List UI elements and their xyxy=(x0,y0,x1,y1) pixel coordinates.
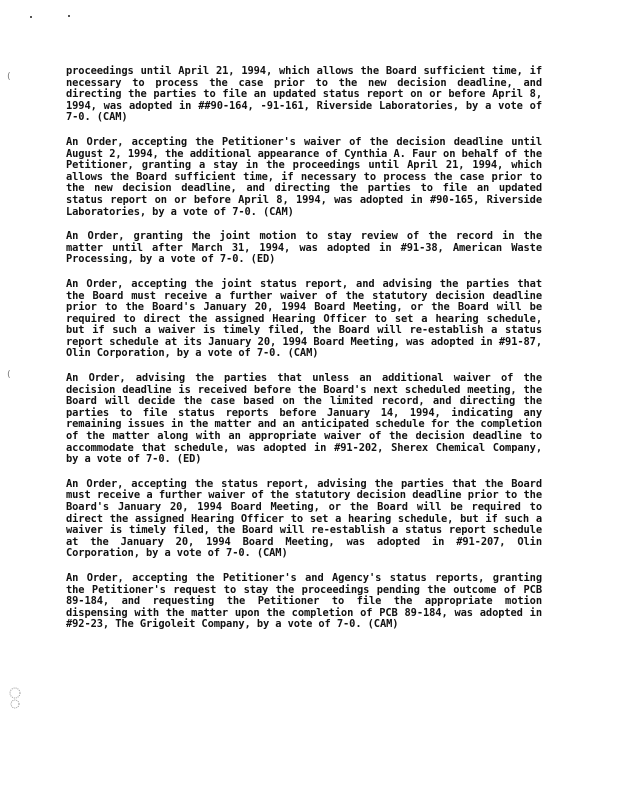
order-paragraph: An Order, accepting the status report, advising the parties that the Board must receive a further waiver of the statutory decision deadline prior to the Board's January 20, 1994 Board Meeting, or the Board will be required to direct the assigned Hearing Officer to set a hearing schedule, but if such a waiver is timely filed, the Board will re-establish a status report schedule at the January 20, 1994 Board Meeting, was adopted in #91-207, Olin Corporation, by a vote of 7-0. (CAM) xyxy=(66,477,542,560)
order-paragraph: proceedings until April 21, 1994, which allows the Board sufficient time, if necessary to process the case prior to the new decision deadline, and directing the parties to file an updated status report on or before April 8, 1994, was adopted in ##90-164, -91-161, Riverside Laboratories, by a vote of 7-0. (CAM) xyxy=(66,65,542,124)
order-paragraph: An Order, advising the parties that unless an additional waiver of the decision deadline is received before the Board's next scheduled meeting, the Board will decide the case based on the limited record, and directing the parties to file status reports before January 14, 1994, indicating any remaining issues in the matter and an anticipated schedule for the completion of the matter along with an appropriate waiver of the decision deadline to accommodate that schedule, was adopted in #91-202, Sherex Chemical Company, by a vote of 7-0. (ED) xyxy=(66,372,542,466)
document-body xyxy=(66,66,542,644)
order-paragraph: An Order, accepting the joint status report, and advising the parties that the Board must receive a further waiver of the statutory decision deadline prior to the Board's January 20, 1994 Board Meeting, or the Board will be required to direct the assigned Hearing Officer to set a hearing schedule, but if such a waiver is timely filed, the Board will re-establish a status report schedule at its January 20, 1994 Board Meeting, was adopted in #91-87, Olin Corporation, by a vote of 7-0. (CAM) xyxy=(66,277,542,360)
margin-mark: ( xyxy=(6,370,12,380)
order-paragraph: An Order, accepting the Petitioner's waiver of the decision deadline until August 2, 1994, the additional appearance of Cynthia A. Faur on behalf of the Petitioner, granting a stay in the proceedings until April 21, 1994, which allows the Board sufficient time, if necessary to process the case prior to the new decision deadline, and directing the parties to file an updated status report on or before April 8, 1994, was adopted in #90-165, Riverside Laboratories, by a vote of 7-0. (CAM) xyxy=(66,135,542,218)
margin-mark: ( xyxy=(6,72,12,82)
order-paragraph: An Order, accepting the Petitioner's and Agency's status reports, granting the Petitioner's request to stay the proceedings pending the outcome of PCB 89-184, and requesting the Petitioner to file the appropriate motion dispensing with the matter upon the completion of PCB 89-184, was adopted in #92-23, The Grigoleit Company, by a vote of 7-0. (CAM) xyxy=(66,571,542,631)
punch-hole-mark xyxy=(6,685,24,711)
order-paragraph: An Order, granting the joint motion to stay review of the record in the matter until after March 31, 1994, was adopted in #91-38, American Waste Processing, by a vote of 7-0. (ED) xyxy=(66,230,542,266)
scan-mark xyxy=(30,16,32,18)
scan-mark xyxy=(68,15,70,17)
